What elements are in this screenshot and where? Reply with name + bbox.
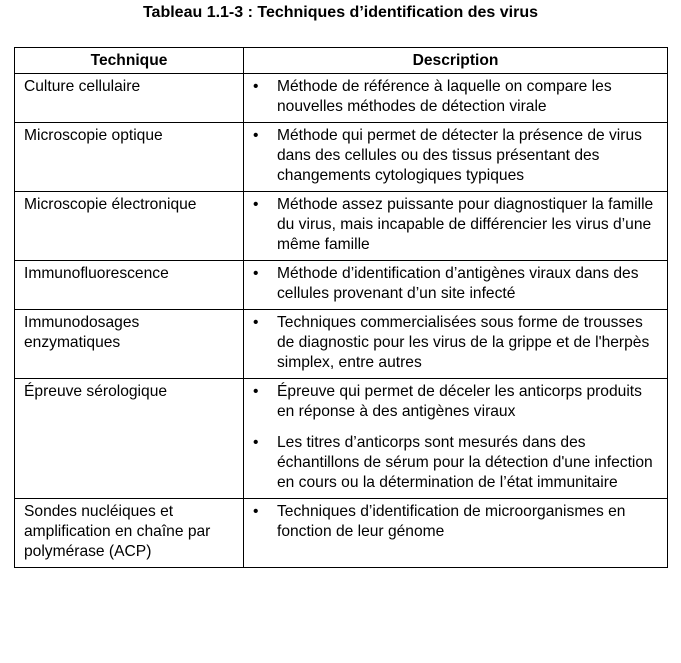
description-text: Méthode qui permet de détecter la présence de virus dans des cellules ou des tissus présentant des changements cytologiques typiques (277, 127, 642, 184)
description-cell (244, 123, 668, 192)
description-cell (244, 379, 668, 499)
header-description: Description (244, 48, 668, 74)
bullet-icon: • (253, 265, 259, 282)
technique-cell: Immunodosages enzymatiques (15, 310, 244, 379)
description-item (253, 126, 661, 186)
description-text: Épreuve qui permet de déceler les anticorps produits en réponse à des antigènes viraux (277, 383, 642, 420)
table-row (15, 499, 668, 568)
description-list (253, 77, 661, 117)
description-item (253, 433, 661, 493)
description-cell (244, 310, 668, 379)
technique-cell: Microscopie optique (15, 123, 244, 192)
technique-cell: Culture cellulaire (15, 74, 244, 123)
bullet-icon: • (253, 196, 259, 213)
description-text: Techniques commercialisées sous forme de trousses de diagnostic pour les virus de la grippe et de l'herpès simplex, entre autres (277, 314, 650, 371)
description-list (253, 382, 661, 493)
bullet-icon: • (253, 383, 259, 400)
description-list (253, 126, 661, 186)
bullet-icon: • (253, 314, 259, 331)
table-caption: Tableau 1.1-3 : Techniques d’identification des virus (142, 4, 539, 21)
table-row (15, 261, 668, 310)
description-text: Les titres d’anticorps sont mesurés dans des échantillons de sérum pour la détection d'une infection en cours ou la détermination de l’état immunitaire (277, 434, 653, 491)
table-row (15, 310, 668, 379)
description-item (253, 264, 661, 304)
description-item (253, 502, 661, 542)
description-cell (244, 261, 668, 310)
description-text: Méthode de référence à laquelle on compare les nouvelles méthodes de détection virale (277, 78, 612, 115)
description-list (253, 264, 661, 304)
description-list (253, 195, 661, 255)
description-item (253, 382, 661, 422)
description-list (253, 313, 661, 373)
table-row (15, 74, 668, 123)
description-cell (244, 499, 668, 568)
virus-techniques-table (14, 47, 668, 568)
description-item (253, 195, 661, 255)
table-body (15, 74, 668, 568)
bullet-icon: • (253, 503, 259, 520)
header-technique: Technique (15, 48, 244, 74)
bullet-icon: • (253, 127, 259, 144)
table-row (15, 379, 668, 499)
description-text: Techniques d’identification de microorganismes en fonction de leur génome (277, 503, 626, 540)
bullet-icon: • (253, 434, 259, 451)
description-item (253, 77, 661, 117)
table-row (15, 192, 668, 261)
description-text: Méthode d’identification d’antigènes viraux dans des cellules provenant d’un site infecté (277, 265, 639, 302)
description-item (253, 313, 661, 373)
bullet-icon: • (253, 78, 259, 95)
table-row (15, 123, 668, 192)
technique-cell: Immunofluorescence (15, 261, 244, 310)
description-list (253, 502, 661, 542)
description-cell (244, 192, 668, 261)
technique-cell: Sondes nucléiques et amplification en chaîne par polymérase (ACP) (15, 499, 244, 568)
description-cell (244, 74, 668, 123)
technique-cell: Épreuve sérologique (15, 379, 244, 499)
description-text: Méthode assez puissante pour diagnostiquer la famille du virus, mais incapable de différencier les virus d’une même famille (277, 196, 654, 253)
header-row (15, 48, 668, 74)
technique-cell: Microscopie électronique (15, 192, 244, 261)
